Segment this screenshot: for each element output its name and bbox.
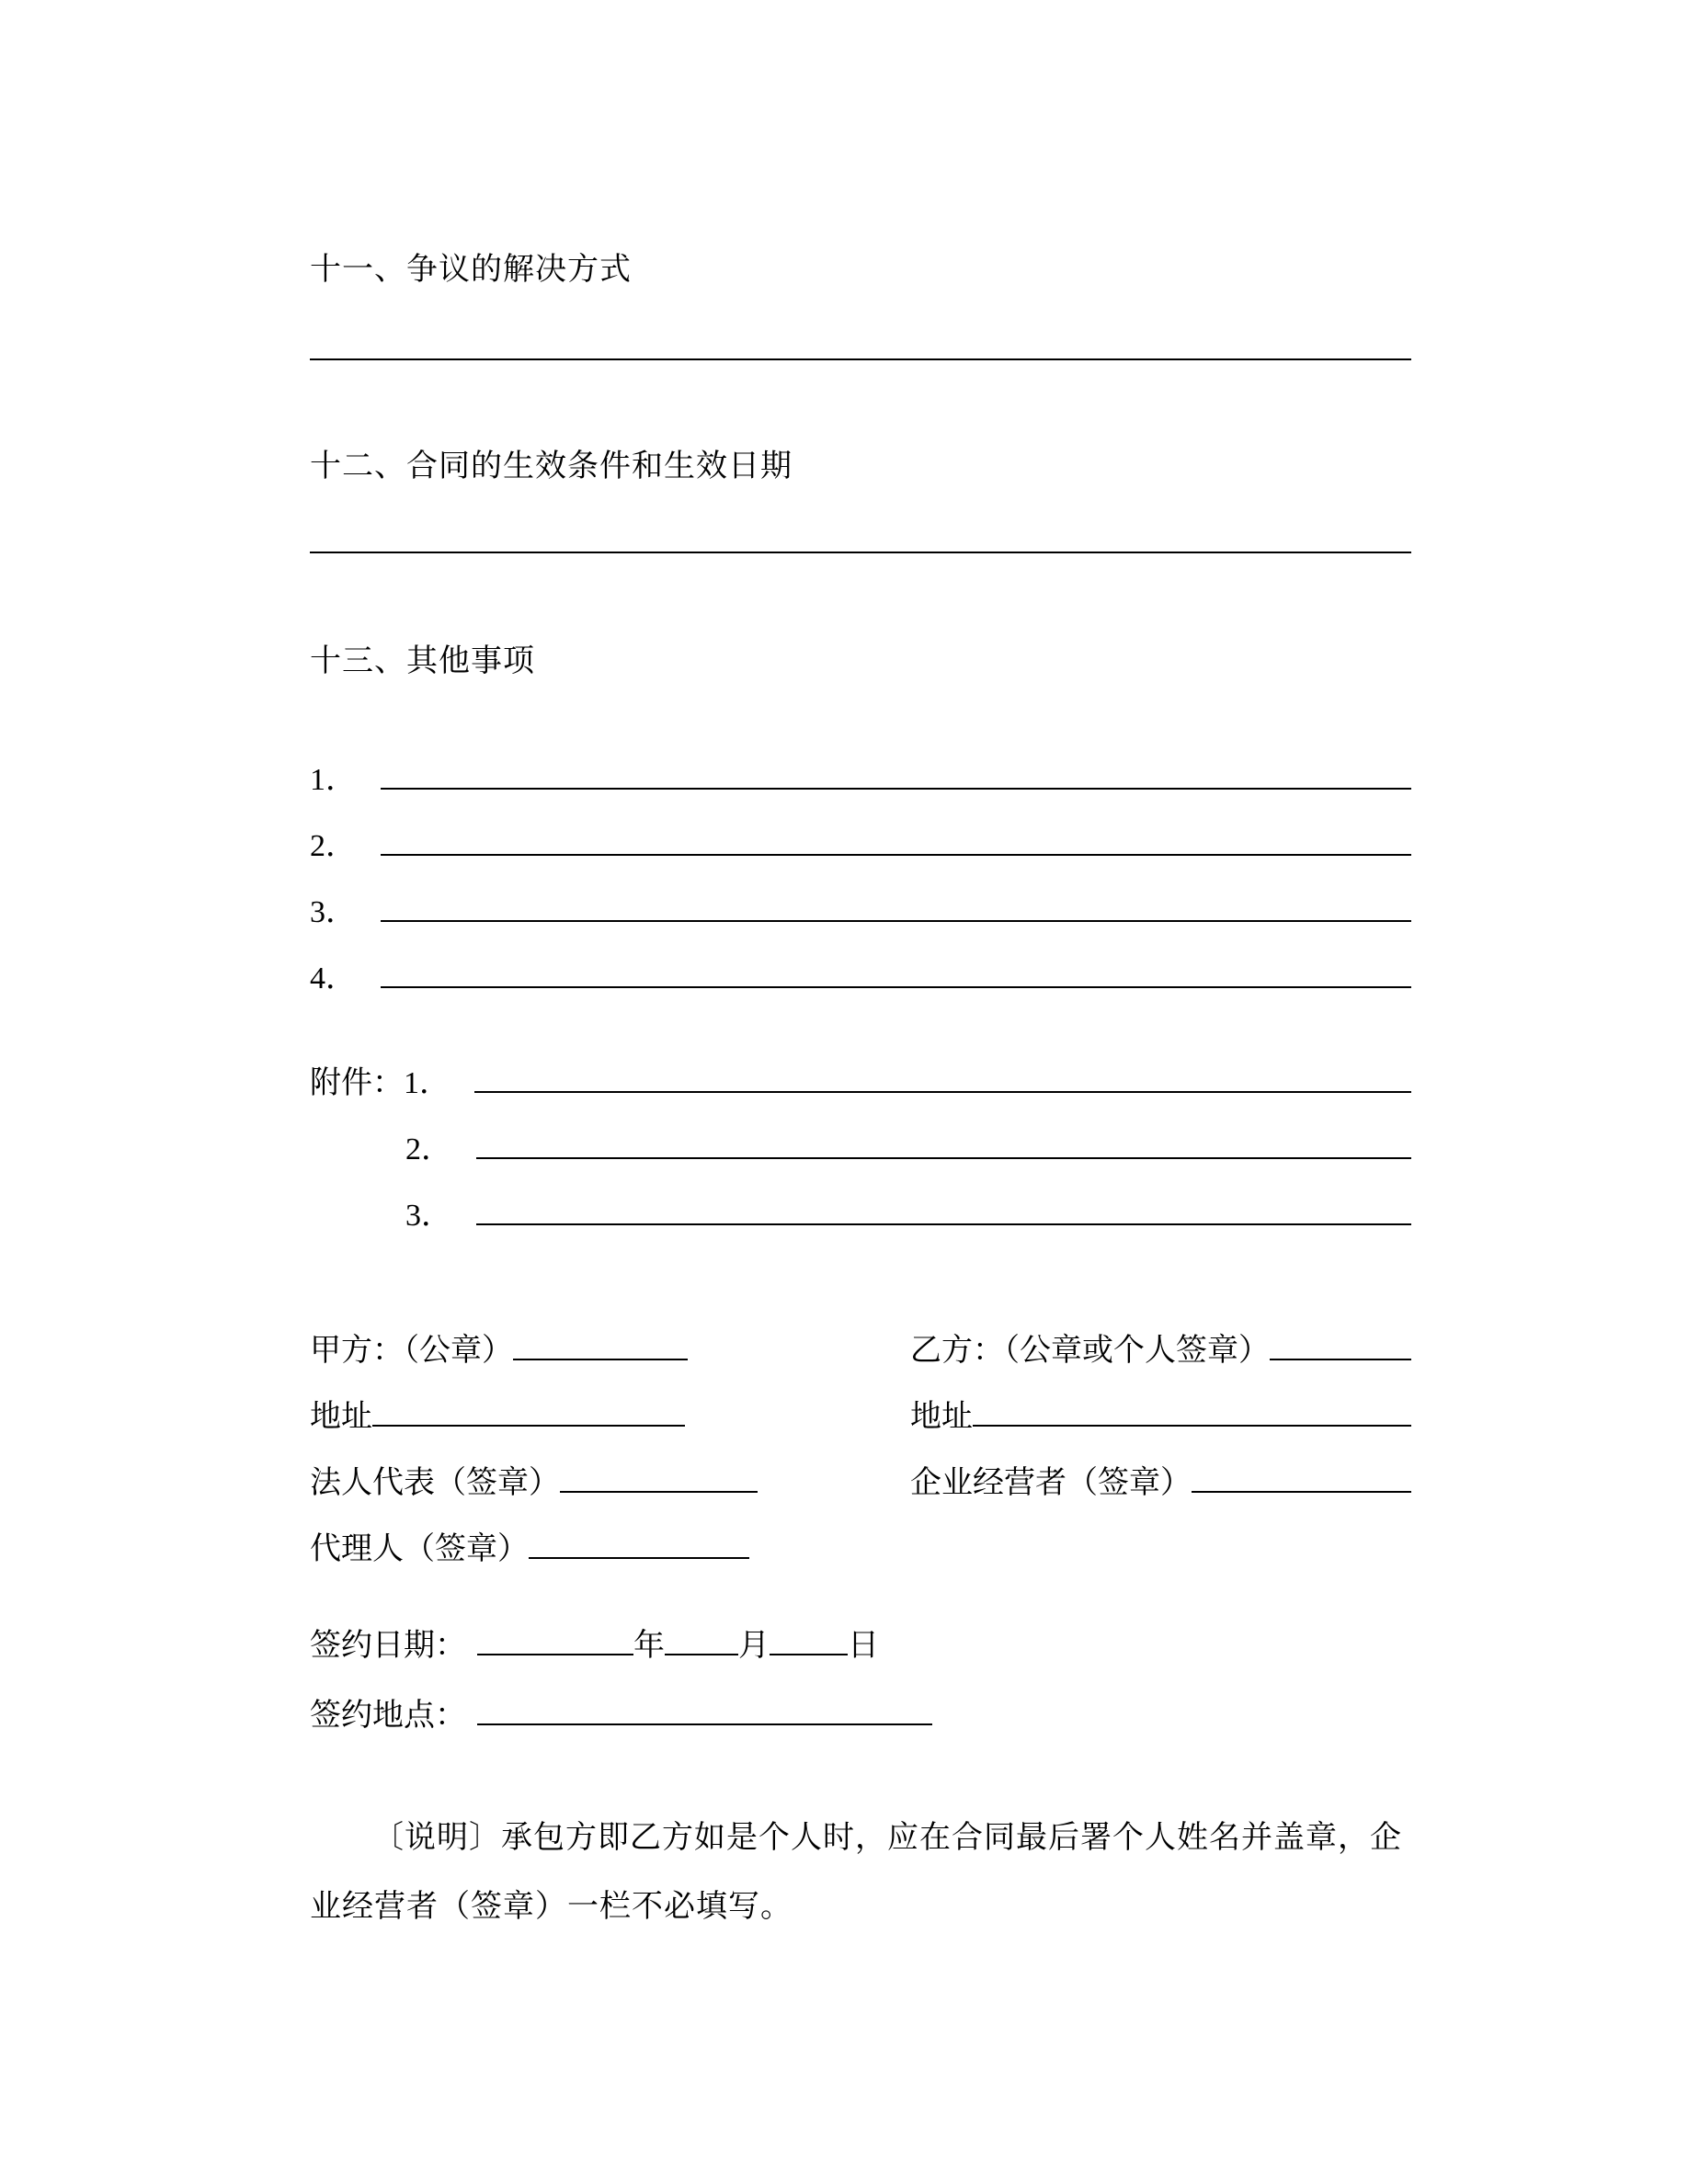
other-items-list — [310, 759, 1411, 1000]
party-a-seal-blank — [513, 1359, 688, 1360]
signature-row-parties — [310, 1331, 1411, 1371]
section-13-heading: 十三、其他事项 — [310, 644, 535, 678]
other-item-row-4 — [310, 958, 1411, 1000]
blank-field — [381, 788, 1411, 790]
attachments-row-3 — [310, 1195, 1411, 1237]
party-b-address-blank — [973, 1425, 1411, 1427]
attachments-list — [310, 1063, 1411, 1237]
signing-place-row — [310, 1695, 1411, 1737]
enterprise-operator-blank — [1192, 1491, 1411, 1493]
signing-date-row — [310, 1625, 1411, 1667]
legal-representative-blank — [560, 1491, 758, 1493]
item-number: 3． — [310, 895, 357, 929]
agent-blank — [529, 1557, 749, 1559]
blank-field — [474, 1091, 1411, 1093]
year-label: 年 — [633, 1629, 665, 1663]
section-12-heading: 十二、合同的生效条件和生效日期 — [310, 449, 793, 483]
signing-date-year-blank — [477, 1654, 633, 1655]
month-label: 月 — [738, 1629, 770, 1663]
section-12-blank-line — [310, 552, 1411, 553]
agent-label: 代理人（签章） — [310, 1532, 529, 1566]
signing-place-label: 签约地点： — [310, 1699, 466, 1733]
signature-row-agent — [310, 1530, 1411, 1570]
party-a-label: 甲方：（公章） — [310, 1334, 513, 1368]
section-11-heading: 十一、争议的解决方式 — [310, 253, 632, 287]
enterprise-operator-label: 企业经营者（签章） — [910, 1466, 1192, 1500]
section-11-blank-line — [310, 358, 1411, 360]
other-item-row-1 — [310, 759, 1411, 802]
note-paragraph: 〔说明〕承包方即乙方如是个人时，应在合同最后署个人姓名并盖章，企业经营者（签章）一栏不必填写。 — [310, 1821, 1402, 1924]
attachment-number: 3． — [405, 1199, 452, 1233]
legal-representative-label: 法人代表（签章） — [310, 1466, 560, 1500]
signing-date-day-blank — [770, 1654, 848, 1655]
other-item-row-3 — [310, 892, 1411, 934]
signature-row-address — [310, 1397, 1411, 1438]
attachments-label: 附件： — [310, 1066, 404, 1100]
attachment-number: 2． — [405, 1132, 452, 1166]
blank-field — [381, 920, 1411, 922]
signature-row-representatives — [310, 1463, 1411, 1504]
party-b-address-label: 地址 — [910, 1400, 973, 1434]
item-number: 1． — [310, 763, 357, 797]
signature-section — [310, 1331, 1411, 1570]
blank-field — [381, 986, 1411, 988]
attachments-row-2 — [310, 1129, 1411, 1171]
blank-field — [476, 1157, 1411, 1159]
signing-place-blank — [477, 1723, 932, 1725]
party-b-seal-blank — [1270, 1359, 1411, 1360]
blank-field — [476, 1223, 1411, 1225]
blank-field — [381, 854, 1411, 856]
page-content — [310, 250, 1411, 1941]
attachments-row-1 — [310, 1063, 1411, 1105]
item-number: 2． — [310, 829, 357, 863]
item-number: 4． — [310, 961, 357, 995]
other-item-row-2 — [310, 825, 1411, 868]
party-a-address-blank — [372, 1425, 685, 1427]
party-b-label: 乙方：（公章或个人签章） — [910, 1334, 1270, 1368]
signing-date-month-blank — [665, 1654, 738, 1655]
party-a-address-label: 地址 — [310, 1400, 372, 1434]
signing-date-label: 签约日期： — [310, 1629, 466, 1663]
day-label: 日 — [848, 1629, 879, 1663]
attachment-number: 1． — [404, 1066, 451, 1100]
